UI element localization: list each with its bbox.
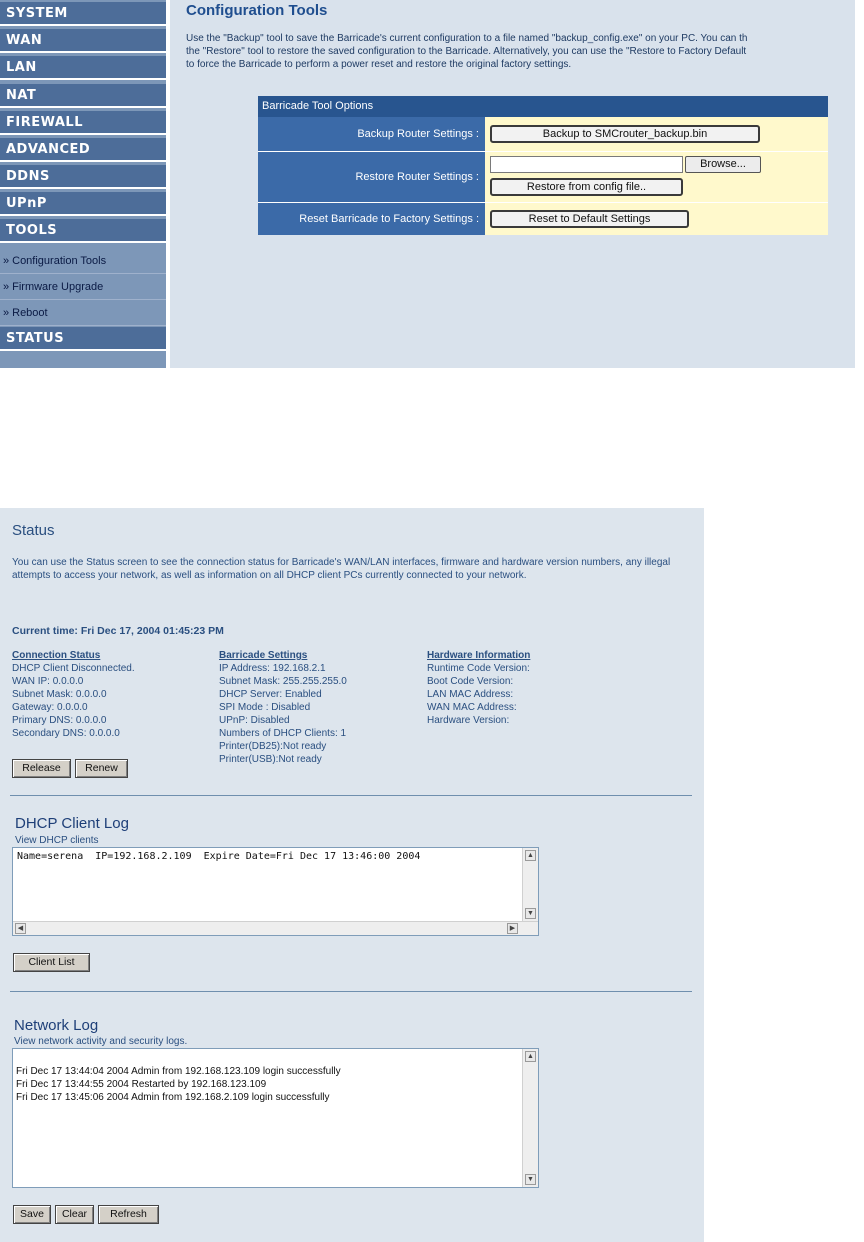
scroll-right-icon[interactable]: ▶ <box>507 923 518 934</box>
connection-line: WAN IP: 0.0.0.0 <box>12 676 84 687</box>
sidebar-item-nat[interactable]: NAT <box>0 84 166 108</box>
sidebar-subitem-label: Firmware Upgrade <box>12 281 104 293</box>
network-log-subtitle: View network activity and security logs. <box>14 1036 188 1047</box>
sidebar-item-lan[interactable]: LAN <box>0 56 166 80</box>
reset-label: Reset Barricade to Factory Settings : <box>258 203 485 235</box>
network-log-entry: Fri Dec 17 13:44:04 2004 Admin from 192.168.123.109 login successfully <box>16 1066 341 1077</box>
connection-line: Subnet Mask: 0.0.0.0 <box>12 689 107 700</box>
status-title: Status <box>12 522 55 539</box>
dhcp-log-entry: Name=serena IP=192.168.2.109 Expire Date=Fri Dec 17 13:46:00 2004 <box>17 851 421 862</box>
browse-button[interactable]: Browse... <box>685 156 761 173</box>
sidebar-subitem-reboot[interactable] <box>0 300 166 326</box>
horizontal-scrollbar[interactable] <box>13 921 538 935</box>
scroll-up-icon[interactable]: ▲ <box>525 1051 536 1062</box>
reset-value-cell <box>485 203 828 235</box>
barricade-line: DHCP Server: Enabled <box>219 689 322 700</box>
dhcp-log-textarea[interactable] <box>12 847 539 936</box>
page-description <box>186 32 854 71</box>
sidebar-item-firewall[interactable]: FIREWALL <box>0 111 166 135</box>
hardware-line: Hardware Version: <box>427 715 510 726</box>
scroll-up-icon[interactable]: ▲ <box>525 850 536 861</box>
sidebar-subitem-configuration-tools[interactable] <box>0 248 166 274</box>
network-log-textarea[interactable] <box>12 1048 539 1188</box>
network-log-title: Network Log <box>14 1017 99 1034</box>
barricade-line: Numbers of DHCP Clients: 1 <box>219 728 347 739</box>
hardware-line: WAN MAC Address: <box>427 702 517 713</box>
tool-options-header: Barricade Tool Options <box>258 96 828 117</box>
save-button[interactable]: Save <box>13 1205 51 1224</box>
scroll-left-icon[interactable]: ◀ <box>15 923 26 934</box>
dhcp-log-subtitle: View DHCP clients <box>15 835 99 846</box>
backup-button[interactable]: Backup to SMCrouter_backup.bin <box>490 125 760 143</box>
barricade-line: IP Address: 192.168.2.1 <box>219 663 326 674</box>
chevron-right-icon: » <box>3 281 10 293</box>
hardware-info-heading[interactable]: Hardware Information <box>427 650 531 661</box>
refresh-button[interactable]: Refresh <box>98 1205 159 1224</box>
dhcp-log-title: DHCP Client Log <box>15 815 129 832</box>
vertical-scrollbar[interactable] <box>522 1049 538 1187</box>
barricade-line: UPnP: Disabled <box>219 715 290 726</box>
sidebar-item-status[interactable]: STATUS <box>0 327 166 351</box>
client-list-button[interactable]: Client List <box>13 953 90 972</box>
sidebar-item-ddns[interactable]: DDNS <box>0 165 166 189</box>
sidebar-item-system[interactable]: SYSTEM <box>0 2 166 26</box>
sidebar-nav <box>0 0 166 368</box>
chevron-right-icon: » <box>3 307 10 319</box>
connection-status-column <box>12 649 135 740</box>
sidebar-item-advanced[interactable]: ADVANCED <box>0 138 166 162</box>
backup-value-cell <box>485 117 828 151</box>
connection-line: DHCP Client Disconnected. <box>12 663 135 674</box>
reset-default-button[interactable]: Reset to Default Settings <box>490 210 689 228</box>
hardware-info-column <box>427 649 530 727</box>
sidebar-subitem-label: Reboot <box>12 307 48 319</box>
description-line: the "Restore" tool to restore the saved configuration to the Barricade. Alternatively, you can use the "Restore to Factory Default <box>186 46 747 57</box>
barricade-line: Subnet Mask: 255.255.255.0 <box>219 676 347 687</box>
barricade-line: SPI Mode : Disabled <box>219 702 311 713</box>
config-file-input[interactable] <box>490 156 683 173</box>
renew-button[interactable]: Renew <box>75 759 128 778</box>
sidebar-subitem-firmware-upgrade[interactable] <box>0 274 166 300</box>
hardware-line: Runtime Code Version: <box>427 663 530 674</box>
sidebar-subitem-label: Configuration Tools <box>12 255 107 267</box>
description-line: to force the Barricade to perform a power reset and restore the original factory settings. <box>186 59 572 70</box>
release-button[interactable]: Release <box>12 759 71 778</box>
connection-line: Gateway: 0.0.0.0 <box>12 702 88 713</box>
reset-row <box>258 203 828 235</box>
chevron-right-icon: » <box>3 255 10 267</box>
restore-row <box>258 152 828 203</box>
restore-label: Restore Router Settings : <box>258 152 485 202</box>
backup-label: Backup Router Settings : <box>258 117 485 151</box>
divider <box>10 795 692 796</box>
network-log-entry: Fri Dec 17 13:45:06 2004 Admin from 192.168.2.109 login successfully <box>16 1092 330 1103</box>
status-screenshot <box>0 508 704 1242</box>
vertical-scrollbar[interactable] <box>522 848 538 921</box>
connection-status-heading[interactable]: Connection Status <box>12 650 101 661</box>
divider <box>10 991 692 992</box>
hardware-line: Boot Code Version: <box>427 676 514 687</box>
barricade-settings-heading[interactable]: Barricade Settings <box>219 650 308 661</box>
connection-line: Primary DNS: 0.0.0.0 <box>12 715 107 726</box>
scroll-down-icon[interactable]: ▼ <box>525 908 536 919</box>
clear-button[interactable]: Clear <box>55 1205 94 1224</box>
barricade-settings-column <box>219 649 347 766</box>
sidebar-item-upnp[interactable]: UPnP <box>0 192 166 216</box>
connection-line: Secondary DNS: 0.0.0.0 <box>12 728 120 739</box>
page-title: Configuration Tools <box>186 2 328 19</box>
barricade-line: Printer(USB):Not ready <box>219 754 322 765</box>
network-log-entry: Fri Dec 17 13:44:55 2004 Restarted by 192.168.123.109 <box>16 1079 267 1090</box>
description-line: Use the "Backup" tool to save the Barricade's current configuration to a file named "backup_config.exe" on your PC. You can th <box>186 33 748 44</box>
backup-row <box>258 117 828 152</box>
barricade-line: Printer(DB25):Not ready <box>219 741 327 752</box>
restore-button[interactable]: Restore from config file.. <box>490 178 683 196</box>
sidebar-item-tools[interactable]: TOOLS <box>0 219 166 243</box>
sidebar-item-wan[interactable]: WAN <box>0 29 166 53</box>
scroll-down-icon[interactable]: ▼ <box>525 1174 536 1185</box>
status-description: You can use the Status screen to see the connection status for Barricade's WAN/LAN interfaces, firmware and hardware version numbers, any illegal attempts to access your network, as well as information on all DHCP client PCs currently connected to your network. <box>12 557 671 581</box>
configuration-tools-screenshot <box>0 0 855 368</box>
restore-value-cell <box>485 152 828 202</box>
current-time: Current time: Fri Dec 17, 2004 01:45:23 PM <box>12 625 224 637</box>
hardware-line: LAN MAC Address: <box>427 689 514 700</box>
